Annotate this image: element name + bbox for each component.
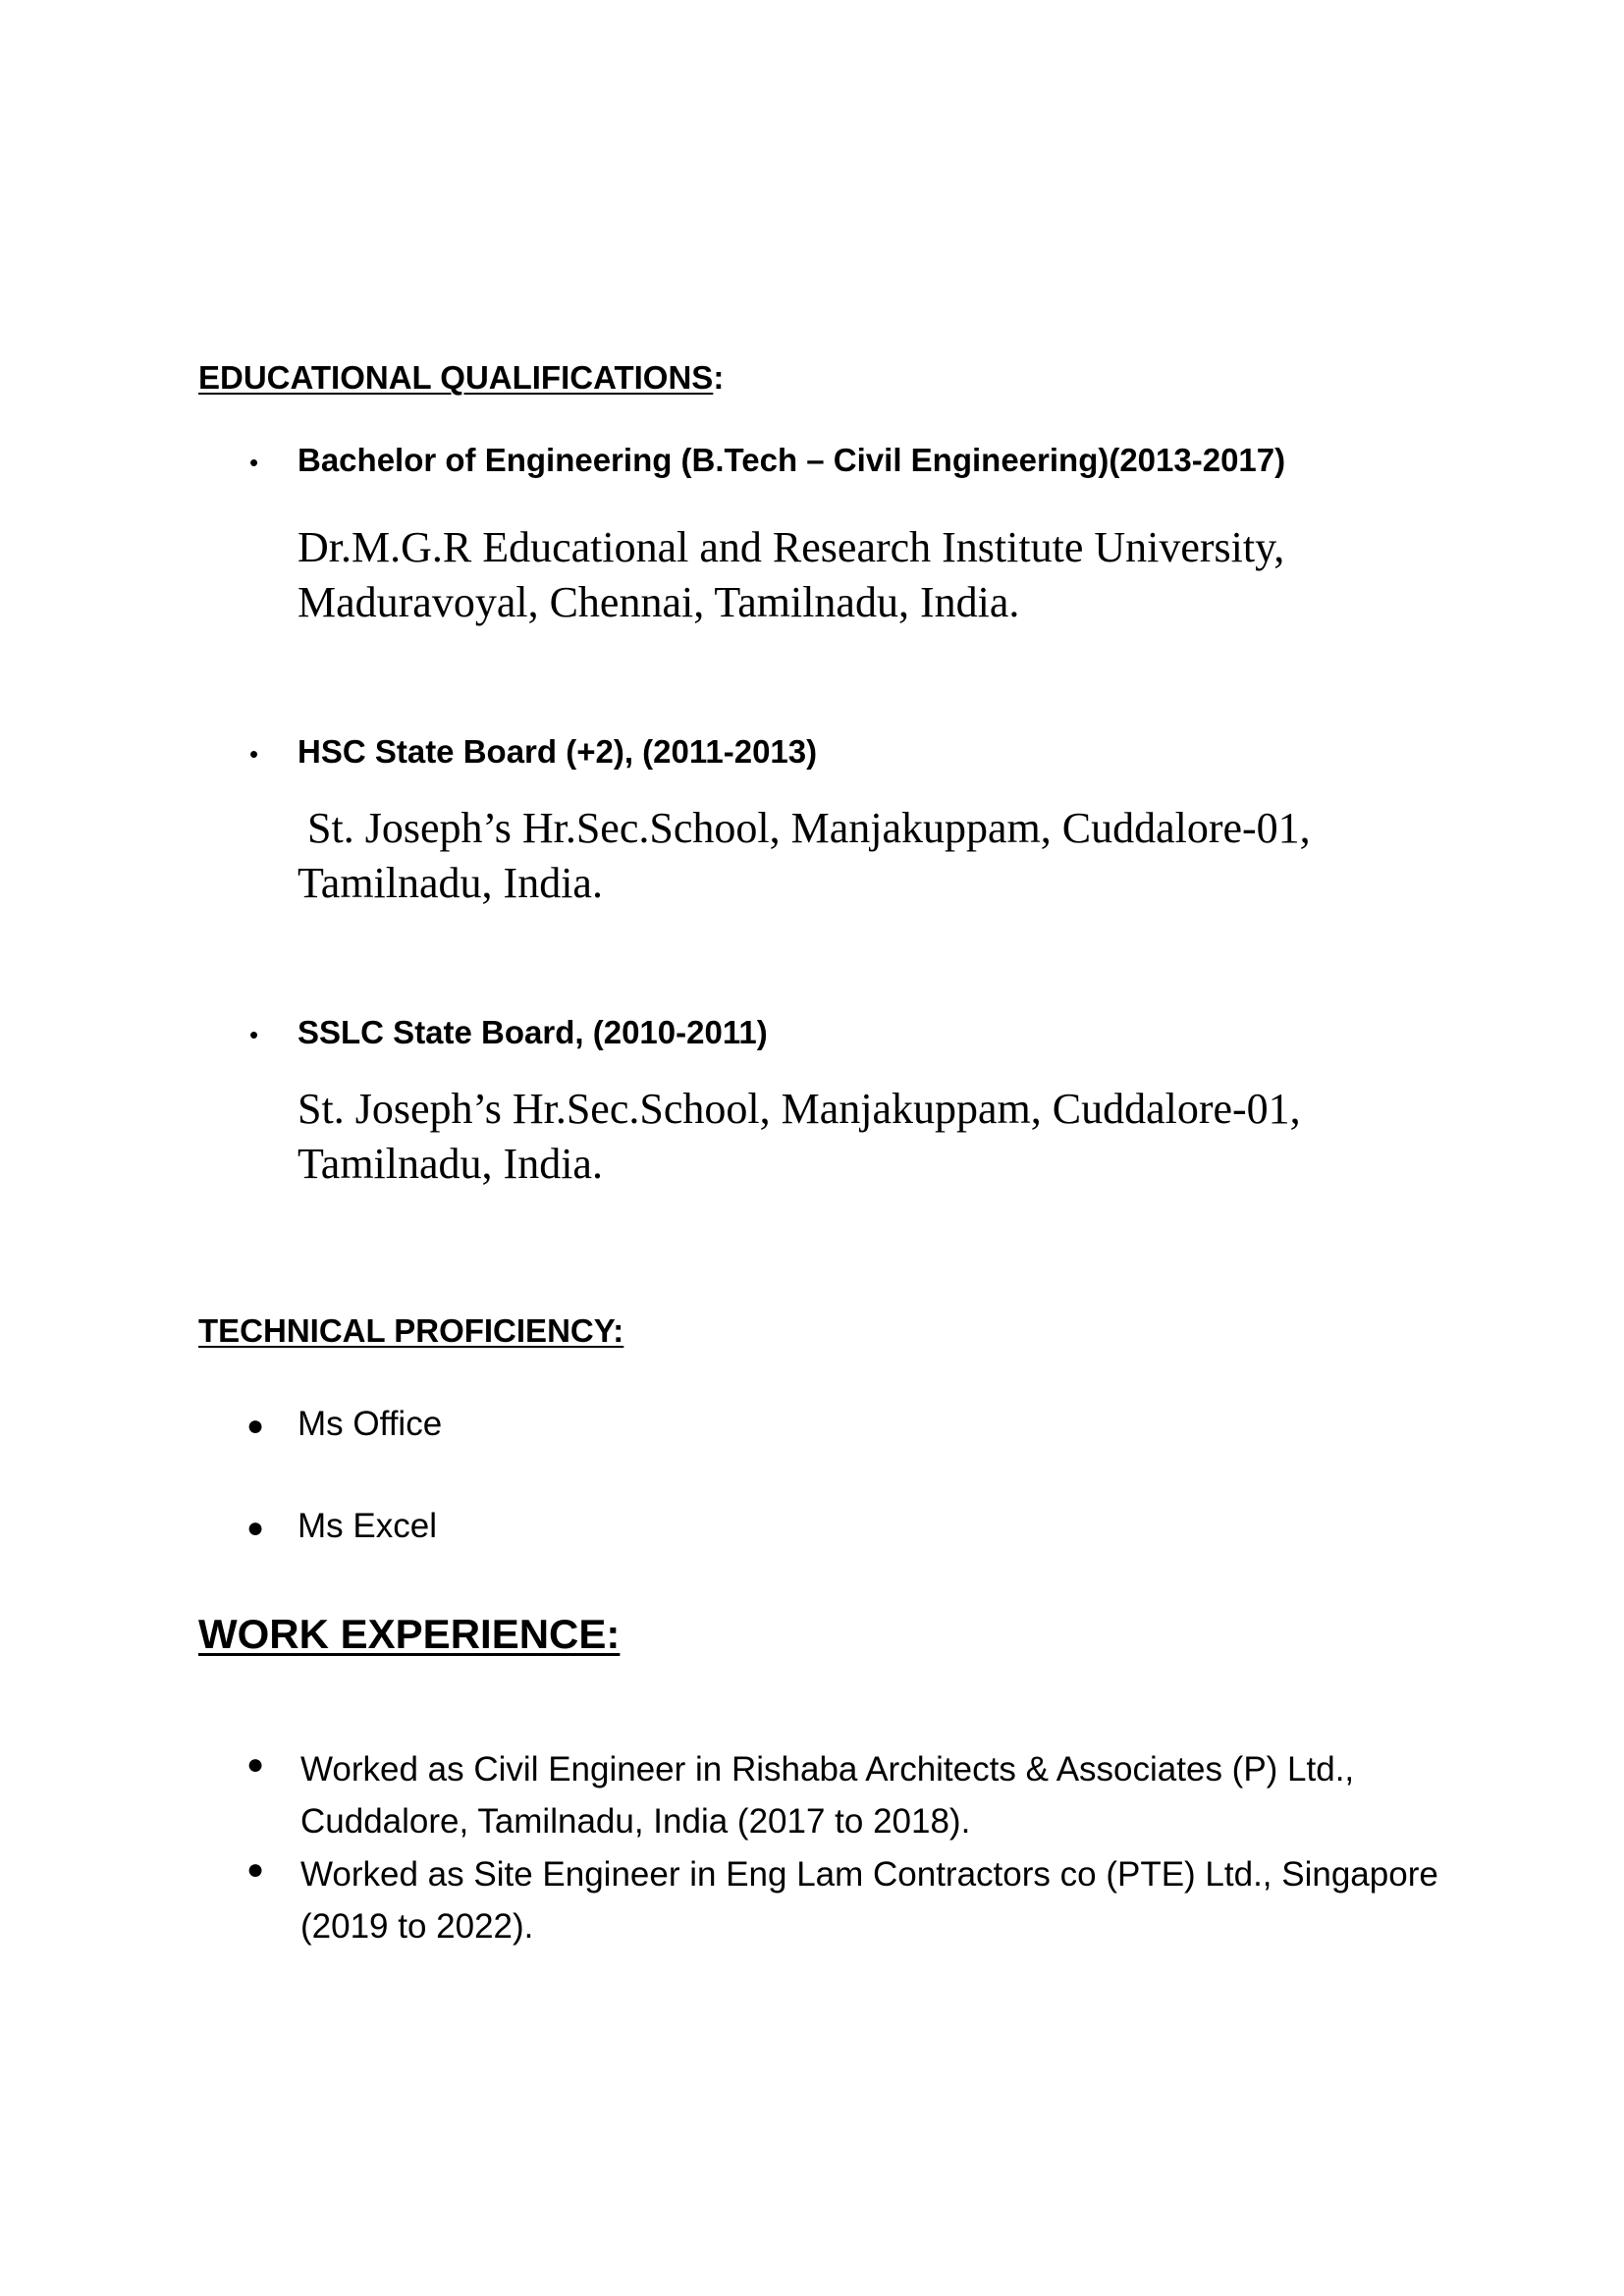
bullet-icon: ● (246, 1748, 265, 1781)
education-item-institution (298, 520, 1284, 630)
education-item-title: HSC State Board (+2), (2011-2013) (298, 733, 818, 770)
institution-line: Dr.M.G.R Educational and Research Institute University, (298, 523, 1285, 571)
work-item-line: Cuddalore, Tamilnadu, India (2017 to 2018). (300, 1802, 971, 1841)
work-item (300, 1743, 1354, 1847)
education-item-institution (298, 801, 1311, 911)
institution-line: Tamilnadu, India. (298, 859, 603, 907)
bullet-icon: • (249, 448, 259, 477)
technical-item: Ms Excel (298, 1507, 437, 1545)
technical-item: Ms Office (298, 1405, 443, 1443)
bullet-icon: ● (246, 1853, 265, 1886)
work-heading: WORK EXPERIENCE: (198, 1611, 621, 1657)
education-item-title: Bachelor of Engineering (B.Tech – Civil Engineering)(2013-2017) (298, 442, 1286, 478)
institution-line: Maduravoyal, Chennai, Tamilnadu, India. (298, 578, 1020, 626)
education-heading: EDUCATIONAL QUALIFICATIONS: (198, 359, 725, 396)
institution-line: Tamilnadu, India. (298, 1140, 603, 1188)
work-item-line: (2019 to 2022). (300, 1907, 534, 1946)
education-item-institution (298, 1082, 1301, 1192)
work-item (300, 1848, 1438, 1952)
institution-line: St. Joseph’s Hr.Sec.School, Manjakuppam, Cuddalore-01, (298, 1085, 1301, 1133)
institution-line: St. Joseph’s Hr.Sec.School, Manjakuppam, Cuddalore-01, (307, 804, 1311, 852)
work-item-line: Worked as Site Engineer in Eng Lam Contractors co (PTE) Ltd., Singapore (300, 1855, 1438, 1894)
bullet-icon: • (249, 1020, 259, 1049)
bullet-icon: ● (246, 1512, 265, 1544)
bullet-icon: ● (246, 1410, 265, 1442)
work-item-line: Worked as Civil Engineer in Rishaba Architects & Associates (P) Ltd., (300, 1750, 1355, 1789)
technical-heading: TECHNICAL PROFICIENCY: (198, 1312, 624, 1349)
education-item-title: SSLC State Board, (2010-2011) (298, 1014, 768, 1050)
bullet-icon: • (249, 739, 259, 769)
